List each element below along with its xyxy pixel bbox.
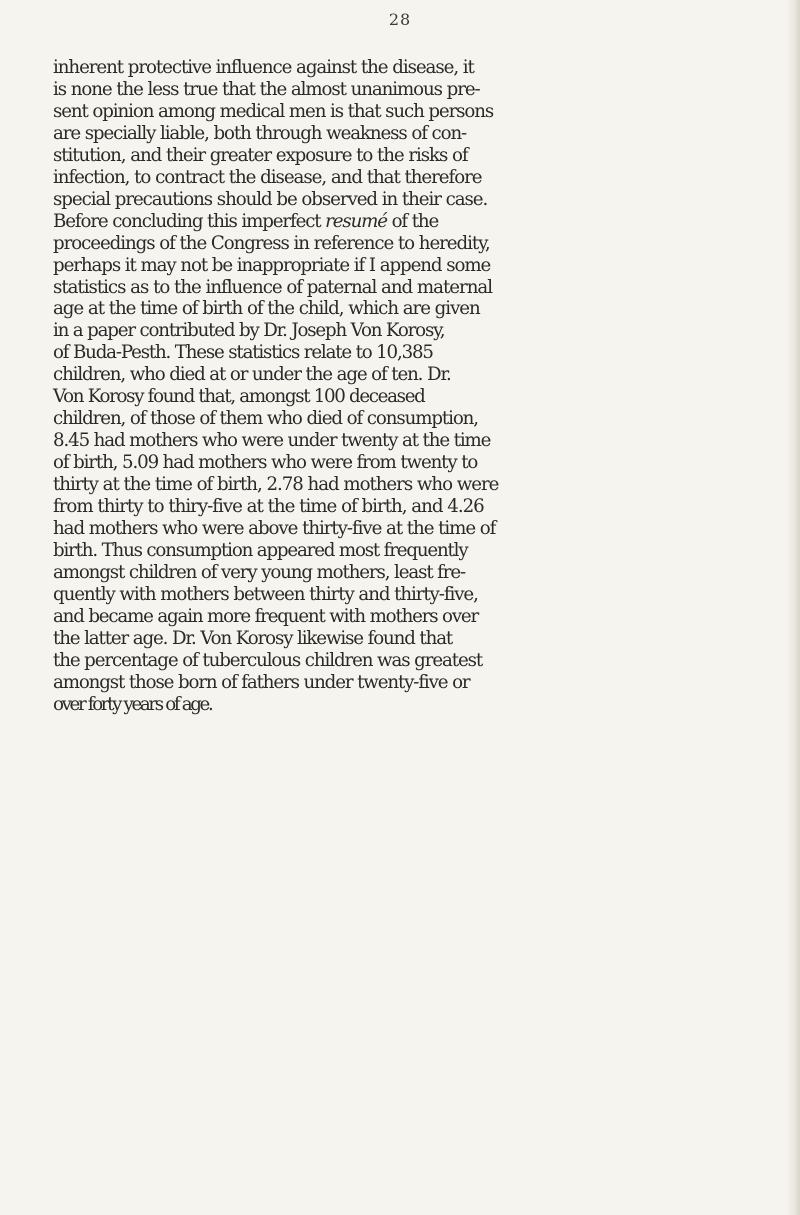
text-line xyxy=(53,584,799,606)
text-span: proceedings of the Congress in reference to heredity, xyxy=(53,232,490,254)
text-span: children, of those of them who died of consumption, xyxy=(53,408,478,430)
text-span: of the xyxy=(386,210,439,232)
text-line xyxy=(53,672,799,694)
text-span: quently with mothers between thirty and thirty-five, xyxy=(53,583,478,605)
text-span: is none the less true that the almost unanimous pre- xyxy=(53,78,480,100)
text-line xyxy=(53,408,799,430)
text-line xyxy=(53,167,799,189)
text-line xyxy=(53,57,799,79)
text-span: the percentage of tuberculous children was greatest xyxy=(53,649,483,671)
text-span: Von Korosy found that, amongst 100 deceased xyxy=(53,386,425,408)
text-line xyxy=(53,496,799,518)
text-line xyxy=(53,145,799,167)
text-span: in a paper contributed by Dr. Joseph Von Korosy, xyxy=(53,320,445,342)
text-span: Before concluding this imperfect xyxy=(53,210,326,232)
text-span: inherent protective influence against the disease, it xyxy=(53,57,474,78)
text-line xyxy=(53,123,799,145)
text-span: of Buda-Pesth. These statistics relate to 10,385 xyxy=(53,342,433,364)
text-line xyxy=(53,650,799,672)
text-span: from thirty to thiry-five at the time of birth, and 4.26 xyxy=(53,496,484,518)
text-line xyxy=(53,101,799,123)
text-span: special precautions should be observed in their case. xyxy=(53,188,488,210)
text-line xyxy=(53,189,799,211)
text-span: and became again more frequent with mothers over xyxy=(53,605,479,627)
text-line xyxy=(53,320,799,342)
text-line xyxy=(53,694,799,716)
text-span: perhaps it may not be inappropriate if I append some xyxy=(53,254,491,276)
page-number: 28 xyxy=(388,10,412,29)
text-span: over forty years of age. xyxy=(53,693,212,715)
text-line xyxy=(53,364,799,386)
text-line xyxy=(53,277,799,299)
text-line xyxy=(53,386,799,408)
text-span: statistics as to the influence of paternal and maternal xyxy=(53,276,493,298)
text-span: amongst those born of fathers under twenty-five or xyxy=(53,671,470,693)
text-span: infection, to contract the disease, and that therefore xyxy=(53,166,482,188)
text-line xyxy=(53,562,799,584)
text-span: children, who died at or under the age of ten. Dr. xyxy=(53,364,451,386)
text-line xyxy=(53,474,799,496)
text-span: of birth, 5.09 had mothers who were from twenty to xyxy=(53,452,478,474)
text-span: sent opinion among medical men is that such persons xyxy=(53,100,494,122)
text-span: amongst children of very young mothers, least fre- xyxy=(53,561,466,583)
text-span: are specially liable, both through weakness of con- xyxy=(53,122,467,144)
text-line xyxy=(53,606,799,628)
text-line xyxy=(53,211,799,233)
text-span: birth. Thus consumption appeared most frequently xyxy=(53,539,468,561)
text-line xyxy=(53,342,799,364)
text-line xyxy=(53,430,799,452)
text-span: age at the time of birth of the child, which are given xyxy=(53,298,480,320)
text-line xyxy=(53,79,799,101)
text-span: thirty at the time of birth, 2.78 had mothers who were xyxy=(53,474,499,496)
text-line xyxy=(53,298,799,320)
text-span: had mothers who were above thirty-five at the time of xyxy=(53,518,496,540)
text-line xyxy=(53,233,799,255)
body-text xyxy=(53,57,799,716)
text-span: the latter age. Dr. Von Korosy likewise found that xyxy=(53,627,453,649)
text-line xyxy=(53,518,799,540)
text-span: 8.45 had mothers who were under twenty at the time xyxy=(53,430,491,452)
text-line xyxy=(53,255,799,277)
text-line xyxy=(53,540,799,562)
text-line xyxy=(53,452,799,474)
italic-word: resumé xyxy=(325,210,387,232)
text-span: stitution, and their greater exposure to the risks of xyxy=(53,144,468,166)
text-line xyxy=(53,628,799,650)
